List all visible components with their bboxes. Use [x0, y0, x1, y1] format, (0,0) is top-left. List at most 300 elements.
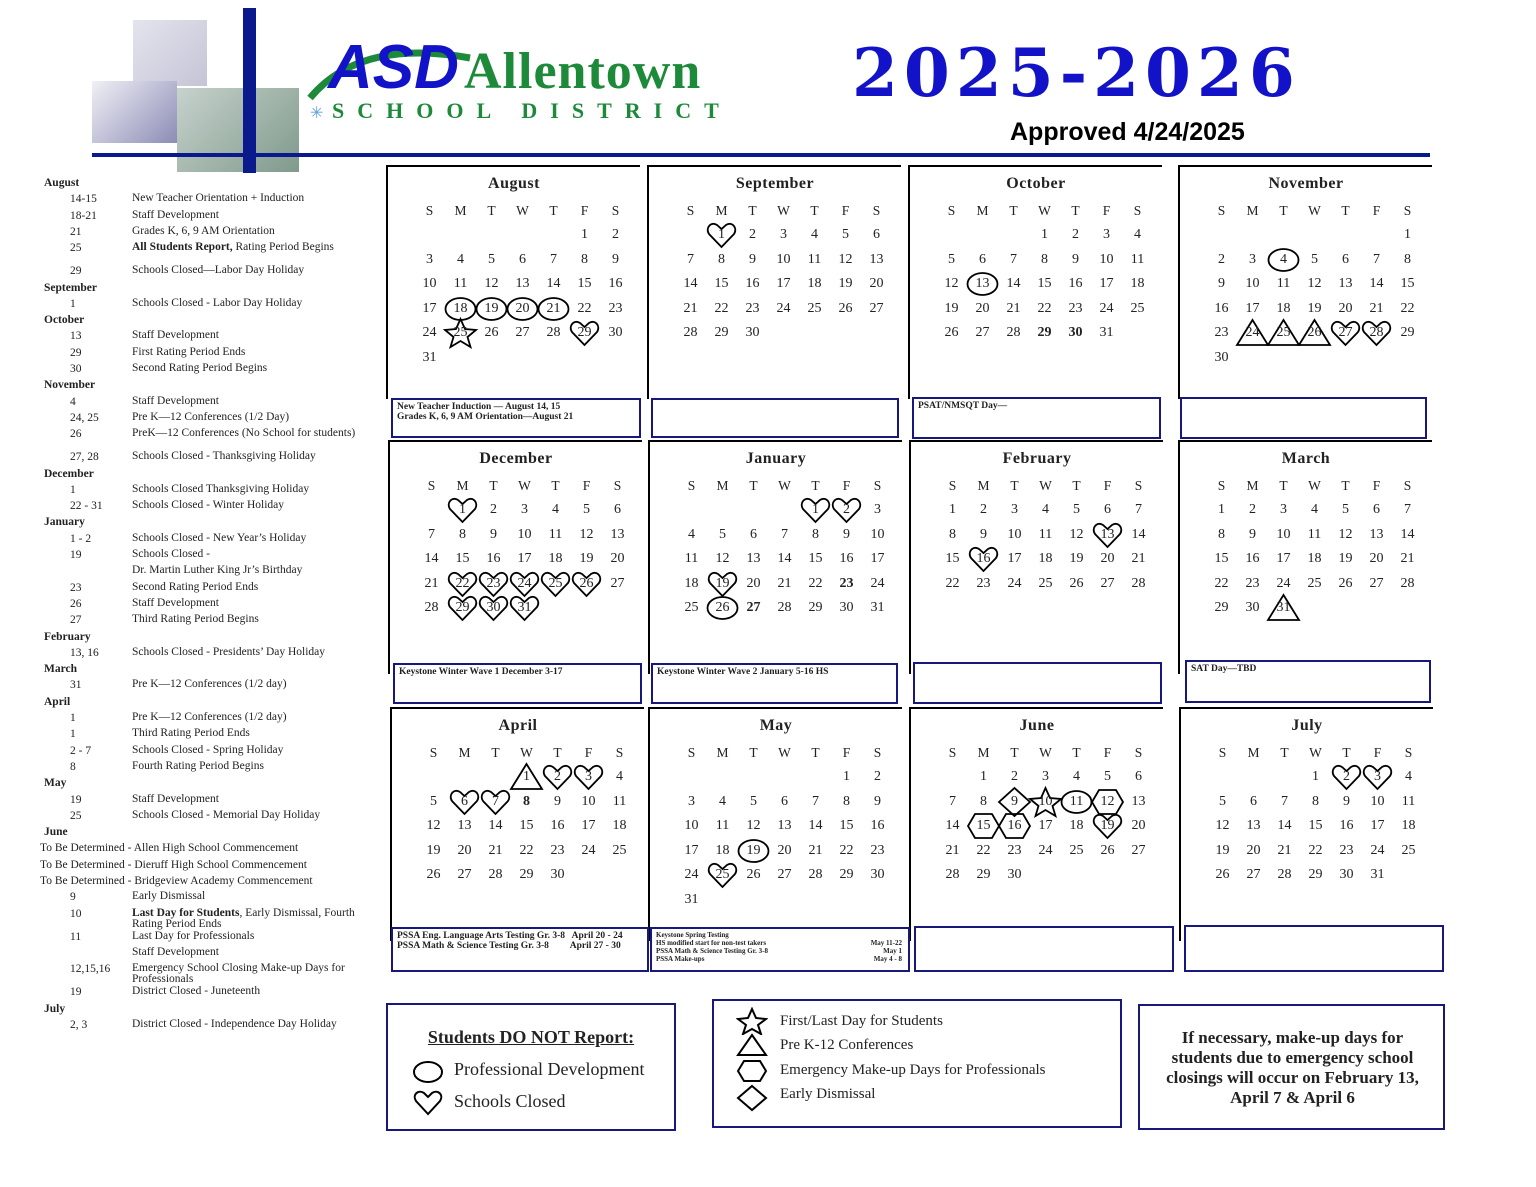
weekday-header: F [1373, 745, 1382, 760]
weekday-header: T [749, 745, 758, 760]
event-description: Second Rating Period Ends [132, 580, 259, 593]
calendar-day: 19 [1338, 551, 1353, 567]
event-date: 8 [70, 760, 76, 773]
weekday-header: T [491, 745, 500, 760]
calendar-day: 10 [1370, 793, 1385, 809]
calendar-day: 16 [870, 818, 885, 834]
event-date: 26 [70, 428, 82, 441]
event-description: Pre K—12 Conferences (1/2 day) [132, 711, 287, 723]
events-month-heading: December [44, 467, 94, 480]
events-month-heading: June [44, 826, 68, 839]
event-description: Schools Closed - New Year’s Holiday [132, 531, 307, 544]
weekday-header: W [520, 745, 533, 760]
calendar-day: 21 [538, 298, 569, 320]
calendar-day: 1 [949, 502, 956, 517]
calendar-day: 29 [519, 867, 534, 883]
calendar-day: 6 [750, 526, 757, 542]
weekday-header: S [687, 745, 696, 760]
calendar-day: 2 [490, 502, 497, 517]
calendar-day: 21 [777, 575, 792, 591]
weekday-header: M [716, 745, 729, 760]
calendar-day: 18 [1401, 818, 1416, 834]
calendar-day: 13 [1131, 793, 1146, 809]
calendar-day: 1 [706, 224, 737, 246]
svg-text:✳: ✳ [310, 105, 324, 122]
calendar-day: 9 [980, 526, 987, 542]
calendar-day: 23 [976, 575, 991, 591]
legend-shapes [712, 999, 1122, 1128]
event-description: Staff Development [132, 792, 219, 805]
calendar-day: 18 [1038, 551, 1053, 567]
note-line: Grades K, 6, 9 AM Orientation—August 21 [397, 412, 574, 422]
month-calendar-october [908, 165, 1162, 399]
month-name: December [479, 450, 553, 467]
calendar-day: 25 [445, 322, 476, 344]
calendar-day: 16 [1214, 300, 1229, 316]
weekday-header: S [1134, 745, 1143, 760]
calendar-day: 14 [945, 818, 960, 834]
calendar-day: 2 [1331, 766, 1362, 788]
weekday-header: M [1247, 745, 1260, 760]
legend-label: First/Last Day for Students [780, 1013, 943, 1029]
calendar-day: 1 [800, 499, 831, 521]
event-description: New Teacher Orientation + Induction [132, 192, 305, 205]
calendar-day: 10 [1099, 251, 1114, 267]
calendar-day: 15 [1308, 818, 1323, 834]
calendar-day: 18 [612, 818, 627, 834]
calendar-day: 26 [944, 325, 959, 341]
calendar-day: 13 [777, 818, 792, 834]
calendar-day: 4 [811, 227, 818, 242]
calendar-day: 16 [968, 548, 999, 570]
calendar-day: 20 [457, 842, 472, 858]
event-description: PreK—12 Conferences (No School for students) [132, 427, 356, 440]
calendar-day: 8 [459, 526, 466, 542]
calendar-day: 24 [1007, 575, 1022, 591]
calendar-day: 24 [1099, 300, 1114, 316]
events-month-heading: August [44, 177, 80, 189]
calendar-day: 23 [1068, 300, 1083, 316]
month-note-box [651, 398, 899, 438]
note-line: New Teacher Induction — August 14, 15 [397, 402, 561, 412]
calendar-day: 20 [777, 842, 792, 858]
calendar-day: 19 [738, 840, 769, 862]
events-month-heading: September [44, 281, 98, 294]
calendar-day: 15 [519, 818, 534, 834]
calendar-day: 1 [843, 769, 850, 784]
calendar-day: 3 [1249, 251, 1256, 267]
calendar-day: 17 [1370, 818, 1385, 834]
weekday-header: T [489, 478, 498, 493]
weekday-header: M [456, 478, 469, 493]
event-description: All Students Report, Rating Period Begins [132, 241, 334, 254]
weekday-header: T [1279, 203, 1288, 218]
calendar-day: 31 [509, 597, 540, 619]
calendar-day: 10 [422, 276, 437, 292]
weekday-header: T [487, 203, 496, 218]
event-description: District Closed - Independence Day Holiday [132, 1017, 337, 1030]
calendar-day: 5 [1342, 502, 1349, 517]
note-date: May 4 - 8 [873, 955, 902, 963]
calendar-day: 6 [1104, 502, 1111, 517]
calendar-day: 23 [839, 575, 854, 591]
weekday-header: W [516, 203, 529, 218]
note-line: PSSA Eng. Language Arts Testing Gr. 3-8 April 20 - 24 [397, 931, 623, 941]
calendar-day: 2 [1011, 769, 1018, 784]
calendar-day: 1 [511, 766, 542, 788]
event-date: 27 [70, 614, 82, 627]
calendar-day: 4 [616, 769, 623, 784]
calendar-day: 16 [550, 818, 565, 834]
calendar-day: 26 [1100, 842, 1115, 858]
calendar-day: 17 [1099, 276, 1114, 292]
diamond-icon [736, 1084, 768, 1112]
calendar-day: 17 [517, 551, 532, 567]
month-calendar-september [647, 165, 901, 399]
month-name: September [735, 175, 815, 192]
event-description: Schools Closed - Thanksgiving Holiday [132, 450, 316, 463]
calendar-day: 10 [684, 818, 699, 834]
event-date: 23 [70, 581, 82, 594]
calendar-day: 31 [1268, 597, 1299, 619]
calendar-day: 29 [839, 867, 854, 883]
event-date: 1 [70, 712, 76, 724]
calendar-day: 4 [1134, 227, 1141, 242]
calendar-day: 25 [612, 842, 627, 858]
note-date: May 1 [883, 947, 902, 955]
calendar-day: 4 [688, 526, 695, 542]
weekday-header: M [1246, 203, 1259, 218]
calendar-day: 24 [422, 325, 437, 341]
calendar-day: 17 [422, 300, 437, 316]
calendar-day: 28 [1361, 322, 1392, 344]
legend-label: Emergency Make-up Days for Professionals [780, 1062, 1046, 1078]
calendar-day: 18 [715, 842, 730, 858]
calendar-day: 20 [1131, 818, 1146, 834]
event-description: Schools Closed - Winter Holiday [132, 499, 285, 512]
event-description: Early Dismissal [132, 890, 206, 903]
calendar-day: 19 [944, 300, 959, 316]
calendar-day: 3 [1042, 769, 1049, 784]
weekday-header: F [1103, 745, 1112, 760]
calendar-day: 28 [1131, 575, 1146, 591]
calendar-day: 11 [1038, 526, 1053, 542]
weekday-header: T [1341, 203, 1350, 218]
month-name: May [759, 717, 793, 734]
calendar-day: 13 [1338, 276, 1353, 292]
calendar-day: 19 [1307, 300, 1322, 316]
calendar-day: 9 [554, 793, 561, 809]
calendar-day: 27 [1369, 575, 1384, 591]
calendar-day: 11 [1401, 793, 1416, 809]
event-description: Second Rating Period Begins [132, 362, 268, 374]
calendar-day: 3 [426, 251, 433, 267]
calendar-day: 25 [1307, 575, 1322, 591]
calendar-day: 14 [683, 276, 698, 292]
calendar-day: 6 [781, 793, 788, 809]
event-date: 2 - 7 [70, 744, 92, 757]
calendar-day: 21 [1400, 551, 1415, 567]
calendar-day: 6 [1342, 251, 1349, 267]
calendar-day: 11 [1307, 526, 1322, 542]
calendar-day: 28 [945, 867, 960, 883]
event-description: Schools Closed - Presidents’ Day Holiday [132, 645, 326, 658]
calendar-day: 3 [874, 502, 881, 517]
calendar-day: 23 [1214, 325, 1229, 341]
event-description: Schools Closed Thanksgiving Holiday [132, 482, 310, 495]
calendar-day: 20 [1338, 300, 1353, 316]
event-description: Last Day for Students, Early Dismissal, Fourth Rating Period Ends [132, 906, 355, 930]
month-note-box [913, 662, 1162, 704]
event-date: 13 [70, 330, 82, 343]
month-note-box [1184, 925, 1444, 972]
events-month-heading: January [44, 516, 85, 529]
event-description: Pre K—12 Conferences (1/2 Day) [132, 410, 290, 423]
calendar-day: 6 [873, 227, 880, 242]
note-line: HS modified start for non-test takers May 11-22 [656, 939, 902, 947]
star-icon [736, 1007, 768, 1035]
calendar-day: 21 [488, 842, 503, 858]
event-date: 22 - 31 [70, 500, 103, 513]
weekday-header: S [687, 478, 696, 493]
calendar-day: 1 [1218, 502, 1225, 517]
calendar-day: 20 [1100, 551, 1115, 567]
weekday-header: S [1404, 745, 1413, 760]
calendar-day: 3 [1103, 227, 1110, 242]
calendar-day: 10 [1030, 791, 1061, 813]
calendar-day: 20 [975, 300, 990, 316]
event-date: 11 [70, 930, 82, 943]
calendar-day: 18 [1276, 300, 1291, 316]
events-month-heading: May [44, 777, 67, 790]
calendar-day: 14 [1131, 526, 1146, 542]
calendar-day: 30 [1245, 600, 1260, 616]
event-date: 1 - 2 [70, 532, 92, 545]
weekday-header: S [1403, 478, 1412, 493]
weekday-header: S [686, 203, 695, 218]
month-note-box [651, 663, 898, 704]
calendar-day: 13 [967, 273, 998, 295]
weekday-header: M [454, 203, 467, 218]
calendar-day: 4 [1311, 502, 1318, 517]
calendar-day: 19 [1215, 842, 1230, 858]
svg-text:ASD: ASD [328, 33, 459, 102]
weekday-header: F [1102, 203, 1111, 218]
calendar-day: 5 [488, 251, 495, 267]
note-line: Keystone Winter Wave 2 January 5-16 HS [657, 667, 829, 677]
calendar-day: 16 [486, 551, 501, 567]
weekday-header: W [1308, 203, 1321, 218]
calendar-day: 13 [1092, 524, 1123, 546]
weekday-header: M [977, 745, 990, 760]
calendar-day: 28 [808, 867, 823, 883]
weekday-header: F [1372, 478, 1381, 493]
calendar-day: 3 [1280, 502, 1287, 517]
weekday-header: S [873, 478, 882, 493]
calendar-day: 21 [808, 842, 823, 858]
event-description: Schools Closed—Labor Day Holiday [132, 264, 305, 277]
event-date: 14-15 [70, 193, 97, 206]
calendar-day: 17 [1038, 818, 1053, 834]
calendar-day: 12 [426, 818, 441, 834]
calendar-day: 11 [612, 793, 627, 809]
month-name: November [1268, 175, 1344, 192]
event-description: Schools Closed - [132, 548, 210, 560]
note-line: SAT Day—TBD [1191, 664, 1257, 674]
calendar-day: 5 [750, 793, 757, 809]
calendar-day: 7 [1281, 793, 1288, 809]
event-date: 25 [70, 242, 82, 255]
calendar-day: 8 [718, 251, 725, 267]
month-calendar-august [386, 165, 640, 399]
note-line: PSAT/NMSQT Day— [918, 401, 1008, 411]
calendar-day: 3 [1362, 766, 1393, 788]
makeup-days-text: If necessary, make-up days for students due to emergency school closings will occur on February 13, April 7 & April 6 [1166, 1028, 1419, 1107]
calendar-day: 21 [424, 575, 439, 591]
event-date: 31 [70, 679, 82, 692]
calendar-day: 28 [683, 325, 698, 341]
calendar-day: 14 [488, 818, 503, 834]
calendar-day: 30 [870, 867, 885, 883]
calendar-day: 25 [684, 600, 699, 616]
calendar-day: 29 [808, 600, 823, 616]
weekday-header: F [842, 745, 851, 760]
calendar-day: 16 [608, 276, 623, 292]
calendar-day: 4 [719, 793, 726, 809]
month-name: June [1019, 717, 1055, 734]
calendar-day: 11 [715, 818, 730, 834]
event-date: 26 [70, 597, 82, 610]
calendar-day: 8 [812, 526, 819, 542]
calendar-day: 15 [1037, 276, 1052, 292]
calendar-day: 12 [746, 818, 761, 834]
calendar-day: 26 [838, 300, 853, 316]
heart-icon [412, 1089, 444, 1117]
weekday-header: S [429, 745, 438, 760]
header-decoration-square [133, 20, 207, 86]
event-description: Schools Closed - Memorial Day Holiday [132, 808, 321, 821]
event-description: First Rating Period Ends [132, 345, 246, 358]
calendar-day: 16 [1339, 818, 1354, 834]
calendar-day: 30 [839, 600, 854, 616]
calendar-day: 2 [1072, 227, 1079, 242]
weekday-header: T [1279, 478, 1288, 493]
events-month-heading: February [44, 630, 91, 643]
legend-label: Pre K-12 Conferences [780, 1037, 914, 1053]
weekday-header: S [948, 478, 957, 493]
calendar-day: 18 [1307, 551, 1322, 567]
header-divider [92, 153, 1430, 157]
calendar-day: 20 [1369, 551, 1384, 567]
weekday-header: W [778, 745, 791, 760]
calendar-day: 6 [1135, 769, 1142, 784]
event-item: To Be Determined - Dieruff High School Commencement [40, 858, 307, 871]
calendar-day: 30 [1214, 350, 1229, 365]
calendar-day: 30 [745, 325, 760, 341]
calendar-day: 7 [1135, 502, 1142, 517]
calendar-day: 27 [1131, 842, 1146, 858]
event-date: 19 [70, 549, 82, 561]
calendar-day: 14 [808, 818, 823, 834]
month-calendar-june [909, 707, 1163, 941]
calendar-day: 13 [746, 551, 761, 567]
calendar-day: 8 [1041, 251, 1048, 267]
calendar-day: 11 [548, 526, 563, 542]
calendar-day: 23 [1007, 842, 1022, 858]
weekday-header: M [716, 478, 729, 493]
calendar-day: 19 [426, 842, 441, 858]
calendar-day: 26 [1069, 575, 1084, 591]
month-note-box [650, 927, 910, 972]
calendar-day: 12 [1069, 526, 1084, 542]
weekday-header: S [615, 745, 624, 760]
calendar-day: 23 [608, 300, 623, 316]
calendar-day: 13 [457, 818, 472, 834]
event-description: Emergency School Closing Make-up Days for Professionals [132, 962, 345, 986]
calendar-day: 22 [1214, 575, 1229, 591]
calendar-day: 12 [715, 551, 730, 567]
weekday-header: S [1218, 745, 1227, 760]
calendar-day: 23 [1245, 575, 1260, 591]
calendar-day: 27 [610, 575, 625, 591]
calendar-day: 11 [1130, 251, 1145, 267]
month-calendar-january [648, 440, 902, 674]
calendar-day: 2 [1249, 502, 1256, 517]
calendar-day: 15 [945, 551, 960, 567]
weekday-header: S [948, 745, 957, 760]
calendar-day: 20 [746, 575, 761, 591]
month-note-box [391, 927, 649, 972]
event-item: To Be Determined - Bridgeview Academy Commencement [40, 875, 313, 887]
calendar-day: 17 [1245, 300, 1260, 316]
calendar-day: 26 [1299, 322, 1330, 344]
note-date: May 11-22 [870, 939, 902, 947]
calendar-day: 6 [519, 251, 526, 267]
weekday-header: M [976, 203, 989, 218]
calendar-day: 21 [1369, 300, 1384, 316]
event-date: 24, 25 [70, 411, 99, 424]
weekday-header: F [1103, 478, 1112, 493]
calendar-day: 4 [552, 502, 559, 517]
event-date: 18-21 [70, 209, 97, 222]
weekday-header: T [748, 203, 757, 218]
calendar-day: 13 [515, 276, 530, 292]
calendar-day: 31 [870, 600, 885, 616]
weekday-header: W [1038, 203, 1051, 218]
calendar-day: 29 [1214, 600, 1229, 616]
calendar-day: 8 [1218, 526, 1225, 542]
calendar-day: 30 [1068, 325, 1083, 341]
calendar-day: 27 [1246, 867, 1261, 883]
calendar-day: 27 [457, 867, 472, 883]
weekday-header: S [1134, 478, 1143, 493]
calendar-day: 18 [807, 276, 822, 292]
calendar-day: 29 [1037, 325, 1052, 341]
calendar-day: 14 [1277, 818, 1292, 834]
calendar-day: 16 [745, 276, 760, 292]
calendar-day: 29 [1308, 867, 1323, 883]
calendar-day: 14 [1400, 526, 1415, 542]
calendar-day: 28 [1006, 325, 1021, 341]
calendar-day: 12 [1215, 818, 1230, 834]
month-name: August [488, 175, 540, 192]
calendar-day: 28 [777, 600, 792, 616]
calendar-day: 7 [480, 791, 511, 813]
calendar-day: 8 [843, 793, 850, 809]
calendar-day: 1 [1404, 227, 1411, 242]
calendar-day: 22 [945, 575, 960, 591]
calendar-day: 3 [1011, 502, 1018, 517]
